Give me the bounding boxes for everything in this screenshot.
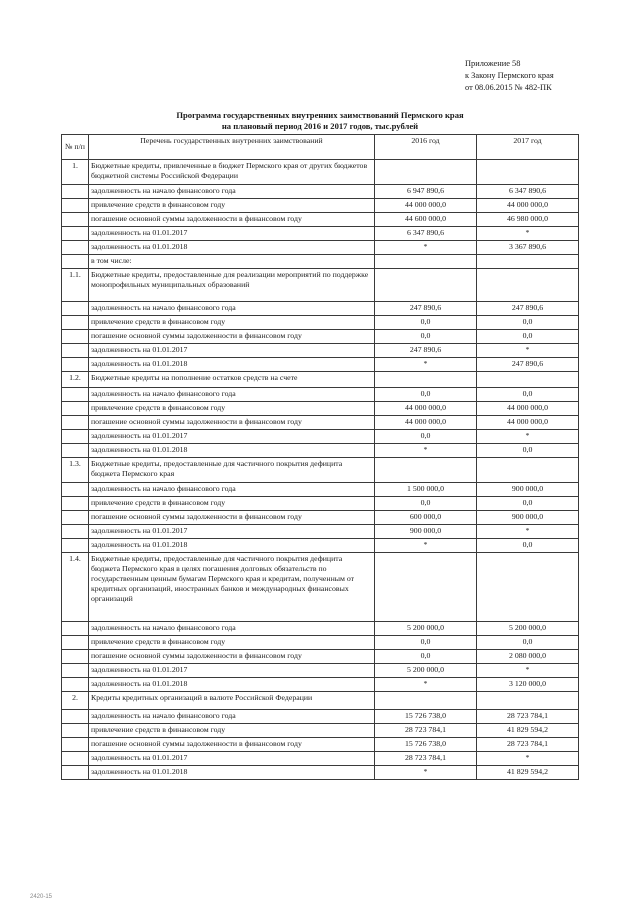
value-2017: 3 367 890,6	[477, 241, 579, 255]
value-2017: 41 829 594,2	[477, 724, 579, 738]
value-2017: 6 347 890,6	[477, 185, 579, 199]
value-2016: 5 200 000,0	[375, 622, 477, 636]
row-description: погашение основной суммы задолженности в финансовом году	[89, 416, 375, 430]
row-number	[62, 213, 89, 227]
borrowing-program-table	[61, 134, 579, 780]
value-2016: 28 723 784,1	[375, 752, 477, 766]
table-row	[62, 330, 579, 344]
row-number	[62, 497, 89, 511]
row-number	[62, 302, 89, 316]
table-row	[62, 416, 579, 430]
table-row	[62, 497, 579, 511]
row-description: задолженность на 01.01.2018	[89, 358, 375, 372]
row-description: задолженность на 01.01.2017	[89, 430, 375, 444]
row-number	[62, 444, 89, 458]
row-description: Бюджетные кредиты на пополнение остатков средств на счете	[89, 372, 375, 388]
row-number: 1.1.	[62, 269, 89, 302]
row-description: задолженность на 01.01.2017	[89, 752, 375, 766]
row-number	[62, 539, 89, 553]
value-2017: 0,0	[477, 388, 579, 402]
value-2017	[477, 372, 579, 388]
table-row	[62, 511, 579, 525]
row-number	[62, 738, 89, 752]
value-2017: 41 829 594,2	[477, 766, 579, 780]
table-row	[62, 185, 579, 199]
value-2016: 6 947 890,6	[375, 185, 477, 199]
value-2016: 15 726 738,0	[375, 738, 477, 752]
value-2017: 0,0	[477, 444, 579, 458]
row-number	[62, 241, 89, 255]
row-number	[62, 483, 89, 497]
row-number	[62, 636, 89, 650]
row-number	[62, 358, 89, 372]
row-description: погашение основной суммы задолженности в финансовом году	[89, 511, 375, 525]
value-2016: 1 500 000,0	[375, 483, 477, 497]
row-number	[62, 330, 89, 344]
value-2017	[477, 269, 579, 302]
row-description: задолженность на 01.01.2018	[89, 766, 375, 780]
table-row	[62, 752, 579, 766]
section-row	[62, 553, 579, 622]
row-description: привлечение средств в финансовом году	[89, 724, 375, 738]
value-2017	[477, 553, 579, 622]
value-2017: 44 000 000,0	[477, 199, 579, 213]
table-row	[62, 738, 579, 752]
value-2016	[375, 255, 477, 269]
row-description: привлечение средств в финансовом году	[89, 316, 375, 330]
row-description: задолженность на начало финансового года	[89, 622, 375, 636]
row-number: 1.2.	[62, 372, 89, 388]
value-2016: 0,0	[375, 430, 477, 444]
row-description: задолженность на 01.01.2018	[89, 678, 375, 692]
appendix-note	[465, 58, 625, 94]
row-description: задолженность на 01.01.2018	[89, 539, 375, 553]
table-row	[62, 344, 579, 358]
document-title	[100, 110, 540, 132]
table-row	[62, 710, 579, 724]
value-2017: 3 120 000,0	[477, 678, 579, 692]
row-description: задолженность на 01.01.2018	[89, 241, 375, 255]
value-2017: 28 723 784,1	[477, 738, 579, 752]
footer-mark: 2420-15	[30, 894, 53, 900]
row-description: задолженность на начало финансового года	[89, 710, 375, 724]
row-description: задолженность на 01.01.2017	[89, 227, 375, 241]
table-row	[62, 650, 579, 664]
row-number: 1.3.	[62, 458, 89, 483]
value-2016: 15 726 738,0	[375, 710, 477, 724]
value-2017	[477, 692, 579, 710]
value-2016: 900 000,0	[375, 525, 477, 539]
value-2016: *	[375, 678, 477, 692]
row-description: задолженность на начало финансового года	[89, 302, 375, 316]
table-row	[62, 302, 579, 316]
value-2016: *	[375, 539, 477, 553]
row-number: 2.	[62, 692, 89, 710]
value-2017: 2 080 000,0	[477, 650, 579, 664]
row-description: задолженность на начало финансового года	[89, 185, 375, 199]
title-line: Программа государственных внутренних заимствований Пермского края	[176, 110, 464, 120]
table-row	[62, 199, 579, 213]
row-number	[62, 766, 89, 780]
row-number	[62, 430, 89, 444]
value-2016	[375, 372, 477, 388]
row-number	[62, 227, 89, 241]
row-number	[62, 710, 89, 724]
value-2017: 900 000,0	[477, 511, 579, 525]
row-description: задолженность на 01.01.2017	[89, 664, 375, 678]
row-description: привлечение средств в финансовом году	[89, 402, 375, 416]
table-row	[62, 525, 579, 539]
section-row	[62, 160, 579, 185]
row-number	[62, 416, 89, 430]
table-row	[62, 213, 579, 227]
appendix-line: к Закону Пермского края	[465, 71, 554, 80]
section-row	[62, 372, 579, 388]
row-description: привлечение средств в финансовом году	[89, 636, 375, 650]
value-2017	[477, 458, 579, 483]
value-2016: 44 000 000,0	[375, 416, 477, 430]
appendix-line: от 08.06.2015 № 482-ПК	[465, 83, 552, 92]
table-row	[62, 724, 579, 738]
value-2017: 0,0	[477, 636, 579, 650]
value-2017: 247 890,6	[477, 302, 579, 316]
value-2016	[375, 553, 477, 622]
table-row	[62, 664, 579, 678]
row-number	[62, 650, 89, 664]
value-2016	[375, 269, 477, 302]
row-description: задолженность на 01.01.2017	[89, 525, 375, 539]
table-row	[62, 483, 579, 497]
value-2016: 44 600 000,0	[375, 213, 477, 227]
value-2017: *	[477, 344, 579, 358]
table-row	[62, 255, 579, 269]
table-row	[62, 227, 579, 241]
value-2017: 28 723 784,1	[477, 710, 579, 724]
row-number	[62, 344, 89, 358]
value-2016: *	[375, 358, 477, 372]
value-2016: 44 000 000,0	[375, 199, 477, 213]
table-row	[62, 358, 579, 372]
table-row	[62, 622, 579, 636]
appendix-line: Приложение 58	[465, 59, 521, 68]
value-2016: *	[375, 766, 477, 780]
value-2016: 0,0	[375, 388, 477, 402]
row-number	[62, 388, 89, 402]
table-body	[62, 160, 579, 780]
table-row	[62, 444, 579, 458]
value-2017: 0,0	[477, 330, 579, 344]
value-2017: *	[477, 664, 579, 678]
header-desc: Перечень государственных внутренних заимствований	[89, 135, 375, 160]
value-2016: 28 723 784,1	[375, 724, 477, 738]
header-num: № п/п	[62, 135, 89, 160]
row-description: Бюджетные кредиты, предоставленные для реализации мероприятий по поддержке монопрофильных муниципальных образований	[89, 269, 375, 302]
value-2017: *	[477, 752, 579, 766]
value-2016: 0,0	[375, 497, 477, 511]
table-row	[62, 636, 579, 650]
row-description: Бюджетные кредиты, привлеченные в бюджет Пермского края от других бюджетов бюджетной системы Российской Федерации	[89, 160, 375, 185]
row-number	[62, 622, 89, 636]
table-row	[62, 430, 579, 444]
value-2017: 0,0	[477, 539, 579, 553]
value-2016: 600 000,0	[375, 511, 477, 525]
value-2016: 6 347 890,6	[375, 227, 477, 241]
value-2016: 5 200 000,0	[375, 664, 477, 678]
table-row	[62, 766, 579, 780]
value-2017: 900 000,0	[477, 483, 579, 497]
value-2017: 44 000 000,0	[477, 416, 579, 430]
table-header-row	[62, 135, 579, 160]
row-description: привлечение средств в финансовом году	[89, 497, 375, 511]
value-2016: 0,0	[375, 650, 477, 664]
row-number: 1.	[62, 160, 89, 185]
section-row	[62, 458, 579, 483]
value-2017: *	[477, 525, 579, 539]
value-2017	[477, 255, 579, 269]
value-2017: 5 200 000,0	[477, 622, 579, 636]
value-2016	[375, 160, 477, 185]
row-number: 1.4.	[62, 553, 89, 622]
header-year-2017: 2017 год	[477, 135, 579, 160]
value-2017: *	[477, 227, 579, 241]
row-number	[62, 199, 89, 213]
row-number	[62, 511, 89, 525]
row-number	[62, 678, 89, 692]
value-2016: 0,0	[375, 330, 477, 344]
table-row	[62, 539, 579, 553]
row-number	[62, 255, 89, 269]
table-row	[62, 316, 579, 330]
table-row	[62, 402, 579, 416]
row-number	[62, 402, 89, 416]
value-2016: 0,0	[375, 636, 477, 650]
row-description: привлечение средств в финансовом году	[89, 199, 375, 213]
row-description: погашение основной суммы задолженности в финансовом году	[89, 738, 375, 752]
value-2017: 247 890,6	[477, 358, 579, 372]
value-2016: *	[375, 241, 477, 255]
value-2017: 44 000 000,0	[477, 402, 579, 416]
row-description: задолженность на 01.01.2018	[89, 444, 375, 458]
value-2016: 247 890,6	[375, 344, 477, 358]
value-2016: 247 890,6	[375, 302, 477, 316]
row-description: задолженность на 01.01.2017	[89, 344, 375, 358]
value-2017: 0,0	[477, 316, 579, 330]
value-2016	[375, 692, 477, 710]
row-number	[62, 752, 89, 766]
table-row	[62, 241, 579, 255]
section-row	[62, 692, 579, 710]
row-description: погашение основной суммы задолженности в финансовом году	[89, 330, 375, 344]
table-row	[62, 388, 579, 402]
value-2017	[477, 160, 579, 185]
value-2017: *	[477, 430, 579, 444]
row-number	[62, 316, 89, 330]
header-year-2016: 2016 год	[375, 135, 477, 160]
table-row	[62, 678, 579, 692]
row-number	[62, 664, 89, 678]
row-number	[62, 525, 89, 539]
title-line: на плановый период 2016 и 2017 годов, тыс.рублей	[221, 121, 419, 131]
row-description: задолженность на начало финансового года	[89, 483, 375, 497]
value-2016: 44 000 000,0	[375, 402, 477, 416]
value-2016	[375, 458, 477, 483]
value-2017: 46 980 000,0	[477, 213, 579, 227]
section-row	[62, 269, 579, 302]
row-description: Бюджетные кредиты, предоставленные для частичного покрытия дефицита бюджета Пермского края в целях погашения долговых обязательств по государственным ценным бумагам Пермского края и кредитам, полученным от кредитных организаций, иностранных банков и международных финансовых организаций	[89, 553, 375, 622]
row-description: Кредиты кредитных организаций в валюте Российской Федерации	[89, 692, 375, 710]
row-description: погашение основной суммы задолженности в финансовом году	[89, 650, 375, 664]
row-number	[62, 724, 89, 738]
value-2016: *	[375, 444, 477, 458]
row-description: в том числе:	[89, 255, 375, 269]
value-2016: 0,0	[375, 316, 477, 330]
row-number	[62, 185, 89, 199]
row-description: погашение основной суммы задолженности в финансовом году	[89, 213, 375, 227]
row-description: Бюджетные кредиты, предоставленные для частичного покрытия дефицита бюджета Пермского края	[89, 458, 375, 483]
row-description: задолженность на начало финансового года	[89, 388, 375, 402]
value-2017: 0,0	[477, 497, 579, 511]
